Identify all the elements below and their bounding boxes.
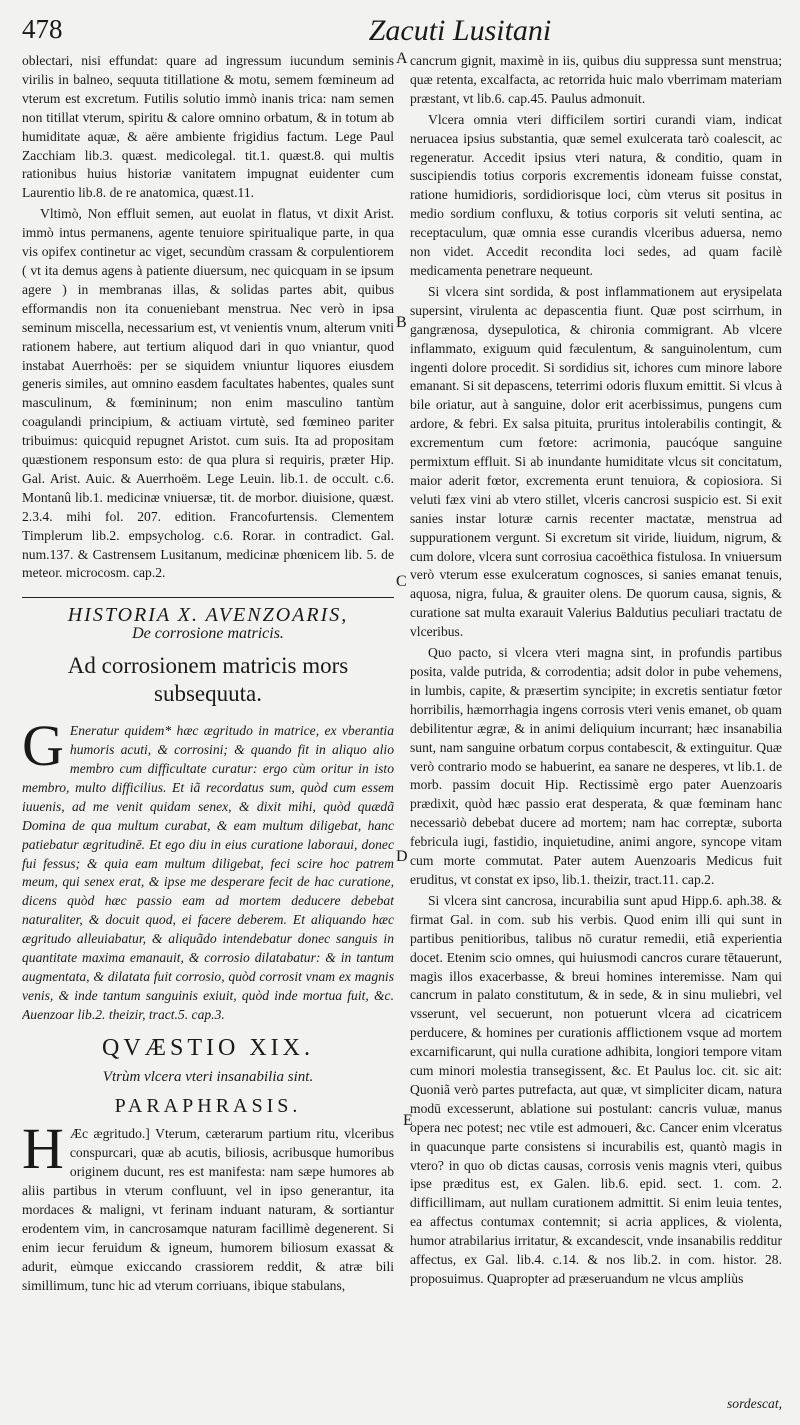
margin-letter-b: B — [396, 314, 407, 331]
right-paragraph: Si vlcera sint sordida, & post inflammationem aut erysipelata supersint, virulenta ac depascentia fiunt. Quæ post scirrhum, in gangrænosa, dysepulotica, & chironia commigrant. Ab vlcere inflammato, exiguum quid fæculentum, & sanguinolentum, cum ingenti dolore procedit. Si sordidius sit, ichores cum minore labore emanant. Si sit depascens, teterrimi odoris fluxum emittit. Si vlcus à bile oriatur, aut à sanguine, dolor erit acerbissimus, pungens cum ardore, & febri. Ex salsa pituita, pruritus intolerabilis contingit, & excrementum cum fœtore: acrimonia, paucóque sanguine permixtum effluit. Si ab inundante humiditate vlcus sit concitatum, maior aderit fœtor, excrementa erunt tenuiora, & copiosiora. Si veluti fæx vini ab vtero stillet, vlceris cancrosi suspicio est. Si exit sanies instar loturæ carnis recenter mactatæ, menstrua ad suppurationem vergunt. Si excretum sit viride, liuidum, nigrum, & cum dolore, vlcera sunt corrosiua cacoëthica fistulosa. In vniuersum verò vterum esse exulceratum cognosces, si sanies emanat tenuis, aquosa, nigra, fulua, & grauiter olens. De quorum causa, signis, & curatione sat multa exarauit Valerius Baldutius peculiari tractatu de vlceribus. — [410, 283, 782, 640]
margin-letter-d: D — [396, 848, 408, 865]
right-column — [410, 52, 782, 1417]
left-paragraph: oblectari, nisi effundat: quare ad ingressum iucundum seminis virilis in balneo, sequuta titillatione & motu, semem fœmineum ad vterum est excretum. Futilis solutio immò inanis trica: nam semen non titillat vterum, spiritu & calore omnino orbatum, & in totum ab humiditate aquæ, & aëre ambiente frigidius factum. Lege Paul Zacchiam lib.3. quæst. medicolegal. tit.1. quæst.8. qui multis rationibus huius historiæ vanitatem impugnat euidenter cum Laurentio lib.8. de re anatomica, quæst.11. — [22, 53, 394, 201]
historia-dropcap: G — [22, 713, 64, 779]
right-paragraph: Quo pacto, si vlcera vteri magna sint, in profundis partibus posita, valde putrida, & corrodentia; adsit dolor in pube vehemens, in lumbis, capite, & præsertim syncipite; in excretis sentiatur fœtor horribilis, hæmorrhagia ingens corrosis vteri venis emanet, ob quam debilitentur ægræ, & in animi deliquium incurrant; hæc insanabilia sunt, nam sanguine orbatum corpus contabescit, & extinguitur. Quæ verò contrario modo se habuerint, ea sanare ne desperes, vt lib.1. de morb. passim docuit Hip. Rectissimè ergo pater Auenzoaris prædixit, quòd hæc passio erat desperata, & quæ fœminam hanc necessariò debebat ducere ad mortem; nam hac correptæ, suborta febricula iugi, fastidio, inquietudine, animi angore, syncope vitam cum morte commutat. Pater autem Auenzoaris Medicus fuit eruditus, vt constat ex ipso, lib.1. theizir, tract.11. cap.2. — [410, 645, 782, 887]
right-paragraph: cancrum gignit, maximè in iis, quibus diu suppressa sunt menstrua; quæ retenta, excalfacta, ac retorrida huic malo vberrimam materiam præstant, vt lib.6. cap.45. Paulus admonuit. — [410, 53, 782, 106]
margin-letter-a: A — [396, 50, 408, 67]
section-divider — [22, 597, 394, 598]
quaestio-title: QVÆSTIO XIX. — [102, 1034, 314, 1061]
quaestio-subtitle: Vtrùm vlcera vteri insanabilia sint. — [102, 1068, 314, 1085]
historia-subtitle: De corrosione matricis. — [132, 625, 284, 643]
paraphrasis-dropcap: H — [22, 1116, 64, 1182]
left-paragraph: Vltimò, Non effluit semen, aut euolat in flatus, vt dixit Arist. immò intus permanens, agente tenuiore spiritualique parte, in qua vis opifex continetur ac viget, secundùm crassam & corpulentiorem ( vt ita demus agens à patiente diuersum, nec quicquam in se ipsum agere ) in membranas illas, & solidas partes abit, quibus efformandis non ita conueniebant menstrua. Nec verò in ipsa seminum miscella, necessarium est, vt venientis vnum, alterum vniti rationem habere, aut tertium aliquod dari in quo vniantur, quod instabat Auerrhoës: per se siquidem vniuntur liquores eiusdem generis similes, aut omnino easdem facultates habentes, quales sunt masculinum, & fœmininum; non enim masculino tantùm coagulandi principium, & actiuam virtutè, sed fœmineo pariter tribuimus: quicquid repugnet Aristot. cum suis. Ita ad propositam quæstionem responsum esto: de qua plura si requiris, præter Hip. Gal. Arist. Auic. & Auerrhoëm. Lege Leuin. lib.1. de occult. c.6. Montanû lib.1. medicinæ vniuersæ, tit. de morbor. diuisione, quæst. 2.3.4. mihi fol. 207. edition. Francofurtensis. Clementem Timplerum lib.2. empsycholog. c.6. Rorar. in contradict. Gal. num.137. & Castrensem Lusitanum, medicinæ phœnicem lib. 5. de meteor. microcosm. cap.2. — [22, 206, 394, 581]
margin-letter-e: E — [403, 1112, 413, 1129]
historia-title: HISTORIA X. AVENZOARIS, — [67, 604, 349, 627]
paraphrasis-title: PARAPHRASIS. — [114, 1094, 302, 1117]
right-paragraph: Si vlcera sint cancrosa, incurabilia sunt apud Hipp.6. aph.38. & firmat Gal. in com. sub his verbis. Quod enim illi qui sunt in partibus penitioribus, talibus nō curatur remedii, etiã experientia docet. Etenim scio omnes, qui huiusmodi cancros curare tētauerunt, magis illos exacerbasse, & breui homines interemisse. Nam qui cancrum in palato constitutum, & in sede, & in sinu muliebri, vel vsserunt, vel secuerunt, non potuerunt vlcera ad cicatricem perducere, & homines per curationis afflictionem vsque ad mortem excarnificarunt, qui nulla curatione adhibita, longiori tempore vitam cum minori molestia transegissent, &c. Et Paulus loc. cit. sic ait: Quoniã verò partes putrefacta, aut quæ, vt simpliciter dicam, natura modū excesserunt, ablatione sui postulant: cancris vuluæ, manus opera nec potest; nec vtile est admoueri, &c. Cancer enim vlceratus in quacunque parte consistens si incurabilis est, quantò magis in vtero? in quo ob dictas causas, corrosis venis magnis vteri, quibus ipse præditus est, ex Galen. lib.6. epid. sect. 1. com. 2. difficillimam, aut nullam curationem admittit. Si enim leuia tentes, ea affectus contumax contemnit; si acria applices, & violenta, humor atrabilarius irritatur, & excandescit, vnde insanabilis redditur affectus, ex Gal. lib.4. c.14. & nos lib.2. in com. histor. 28. proposuimus. Quapropter ad præseruandum ne vlcus ampliùs — [410, 892, 782, 1286]
page-number: 478 — [22, 14, 63, 44]
running-title: Zacuti Lusitani — [368, 14, 552, 47]
catchword: sordescat, — [727, 1396, 782, 1411]
historia-text: Eneratur quidem* hæc ægritudo in matrice, ex vberantia humoris acuti, & corrosini; & quando fit in aliquo alio membro cum difficultate curatur: ergo cùm oritur in isto membro, multo difficilius. Et iã recordatus sum, quòd cum essem iuuenis, ad me venit quidam senex, & dixit mihi, quòd quædã Domina de qua multum curabat, & eam multum diligebat, hanc patiebatur ægritudinē. Et ego diu in eius curatione laboraui, donec fui fessus; & quia eam multum diligebat, feci scire hoc patrem meum, qui senex erat, & ipse me desperare fecit de hac curatione, dicens quòd hæc passio eam ad mortem deducere debebat naturaliter, & docuit quod, ei facere deberem. Et aliquando hæc ægritudo alleuiabatur, & aliquãdo intendebatur donec sanguis in quantitate maxima emanauit, & corrosio dilatabatur: & in tantum augmentata, & dilatata fuit corrosio, quòd corrosit vnam ex magnis venis, & inde tantum sanguinis exiuit, quòd inde mortua fuit, &c. Auenzoar lib.2. theizir, tract.5. cap.3. — [22, 723, 394, 1022]
right-paragraph: Vlcera omnia vteri difficilem sortiri curandi viam, indicat neruacea ipsius substantia, quæ semel exulcerata tarò coalescit, ac regeneratur. Accedit ipsius vteri natura, & conditio, quam in suscipiendis totius corporis excrementis idoneam fuisse constat, ratione humidioris, sordidiorisque loci, cùm vterus sit positus in medio sordium confluxu, & totius corporis sit veluti sentina, ac receptaculum, quæ omnia esse curandis vlceribus aduersa, nemo non videt. Accedit recondita loci sedes, ad quam facilè medicamenta penetrare nequeunt. — [410, 111, 782, 278]
left-column — [22, 52, 394, 1417]
historia-text-block — [22, 713, 394, 1025]
margin-letter-c: C — [396, 573, 407, 590]
paraphrasis-text: Æc ægritudo.] Vterum, cæterarum partium ritu, vlceribus conspurcari, quæ ab acutis, biliosis, acribusque humoribus originem ducunt, res est manifesta: nam sæpe humores ab aliis partibus in vterum confluunt, vel in ipso generantur, ita mordaces & maligni, vt ferinam induant naturam, & sortiantur erodentem vim, in cancrosamque naturam facillimè degenerent. Si enim iecur feruidum & igneum, humorem biliosum exassat & adurit, eùmque exiccando crassiorem reddit, & atræ bili simillimum, tunc hic ad vterum corriuans, ibique stabulans, — [22, 1126, 394, 1293]
historia-heading: Ad corrosionem matricis mors subsequuta. — [67, 653, 349, 707]
